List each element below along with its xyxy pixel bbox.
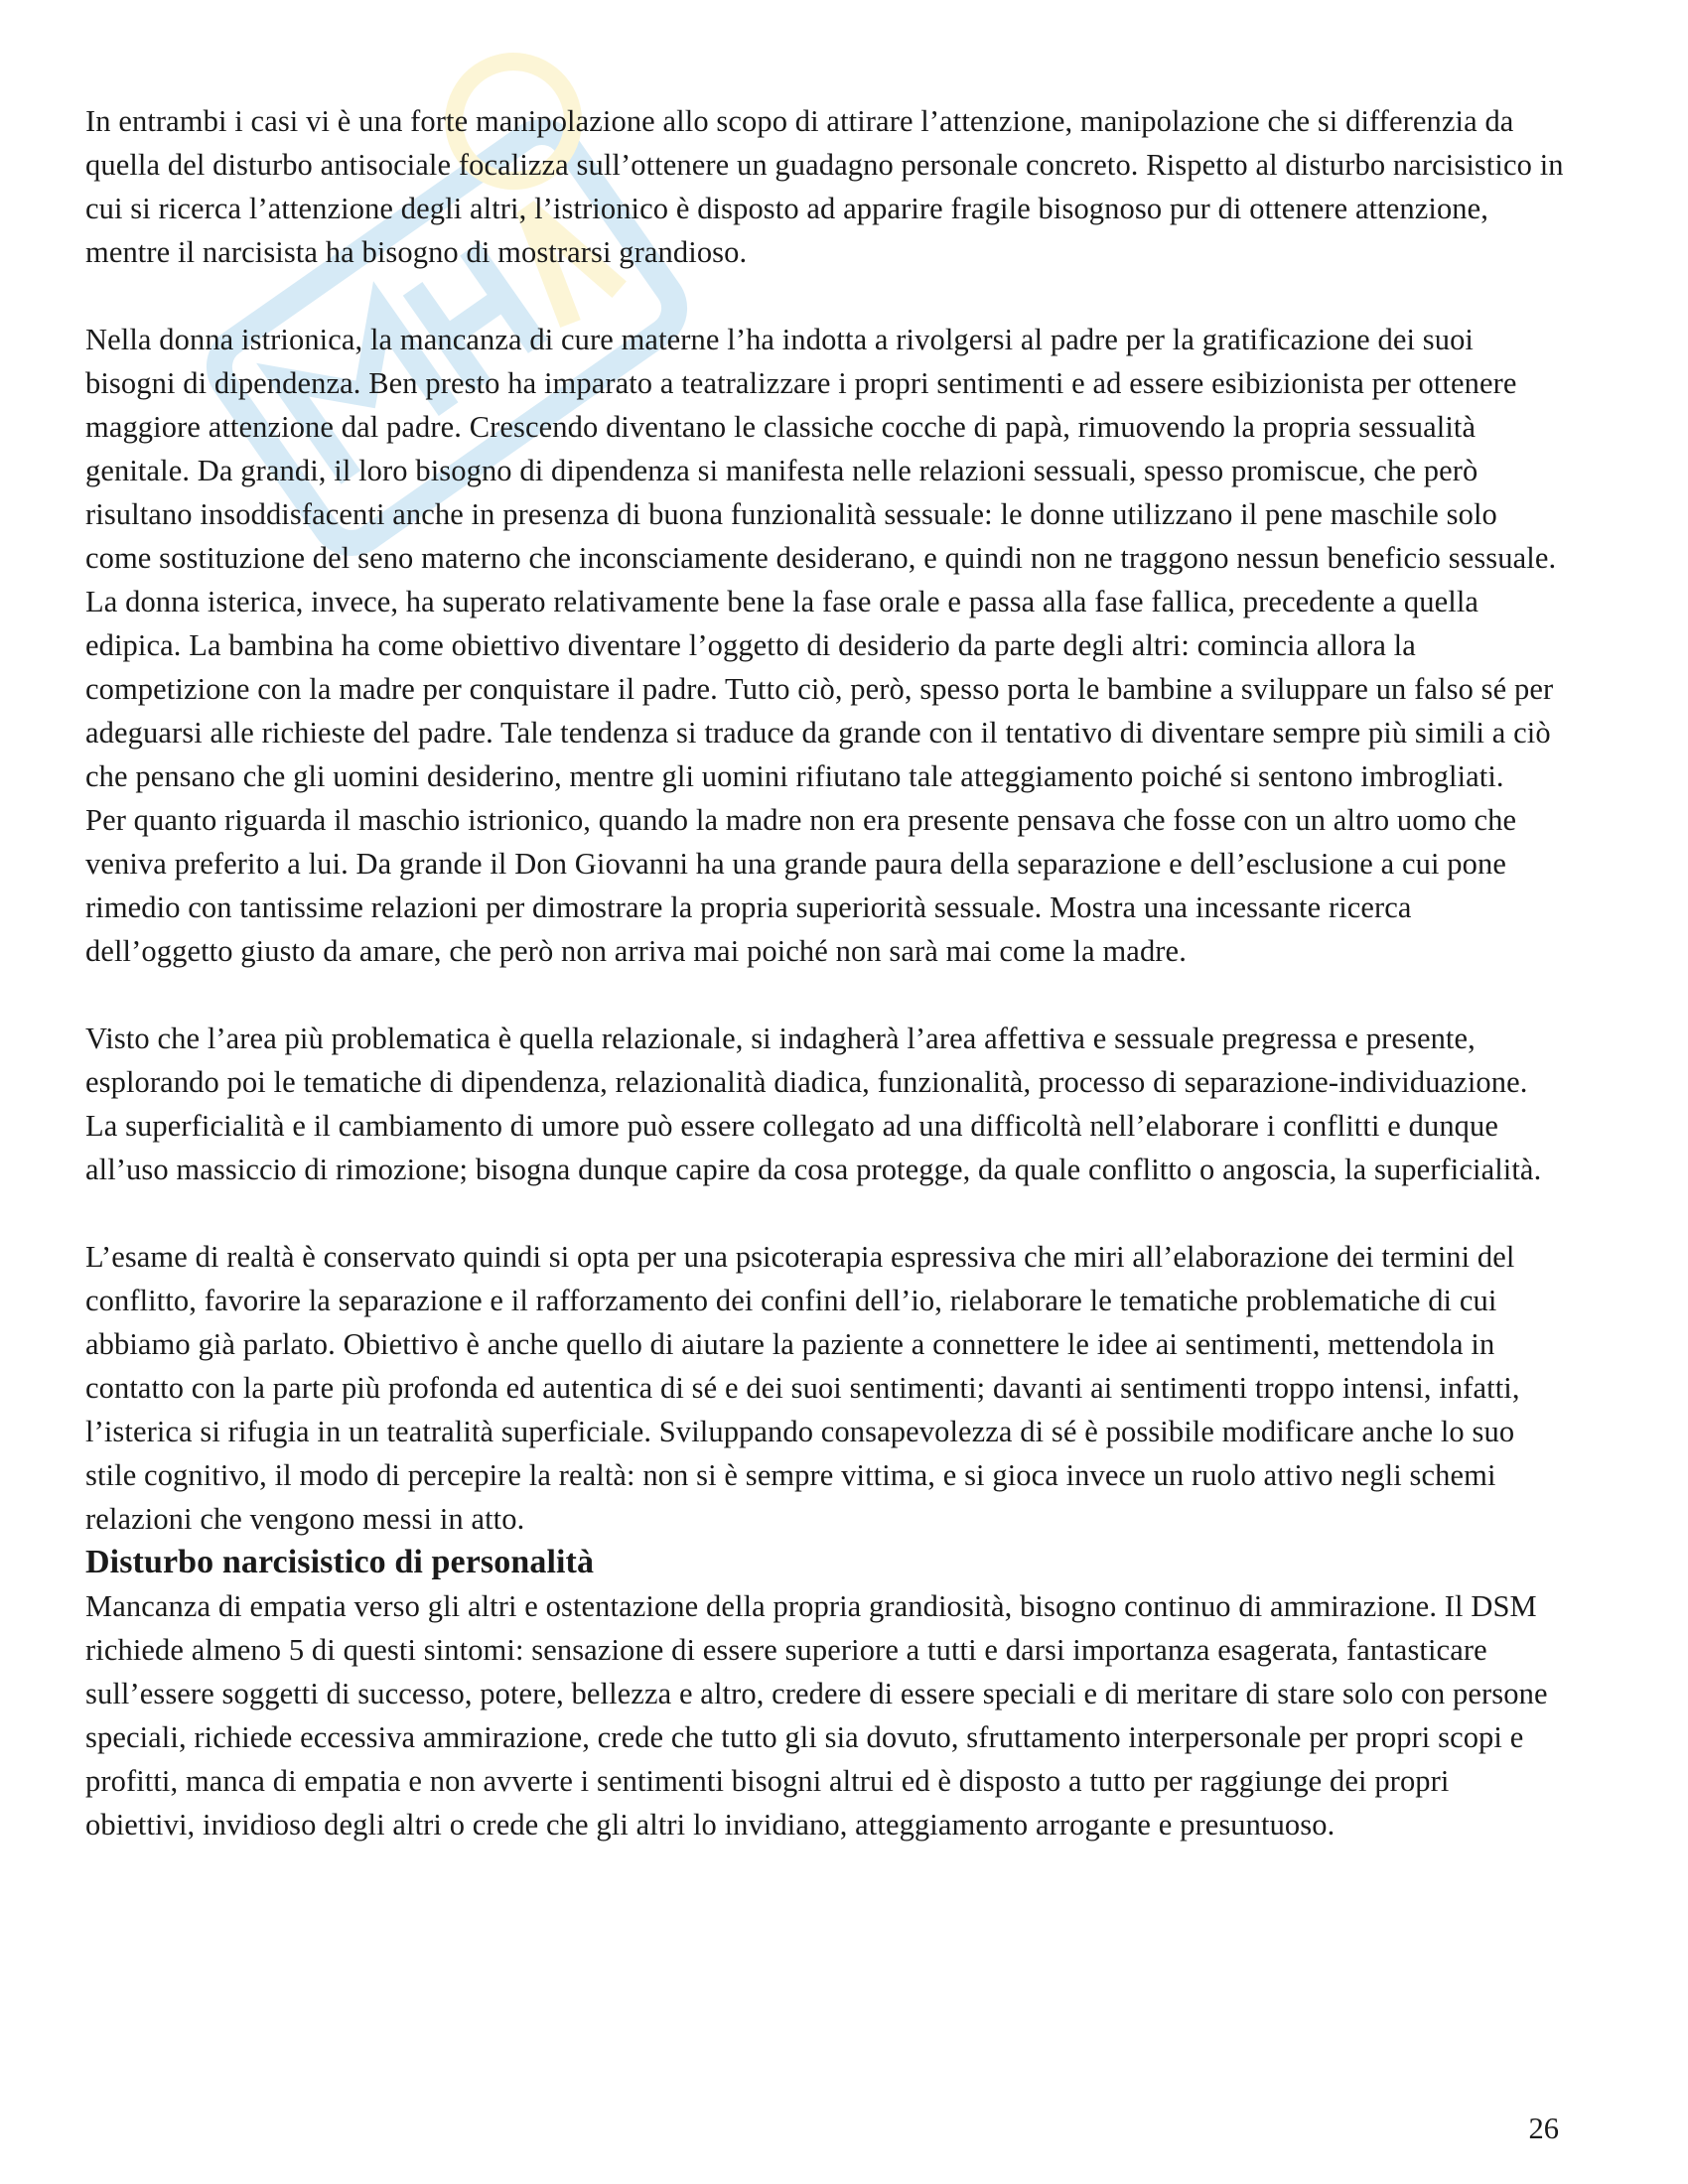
- paragraph-esame-realta: L’esame di realtà è conservato quindi si opta per una psicoterapia espressiva che miri all’elaborazione dei termini del conflitto, favorire la separazione e il rafforzamento dei confini dell’io, rielaborare le tematiche problematiche di cui abbiamo già parlato. Obiettivo è anche quello di aiutare la paziente a connettere le idee ai sentimenti, mettendola in contatto con la parte più profonda ed autentica di sé e dei suoi sentimenti; davanti ai sentimenti troppo intensi, infatti, l’isterica si rifugia in un teatralità superficiale. Sviluppando consapevolezza di sé è possibile modificare anche lo suo stile cognitivo, il modo di percepire la realtà: non si è sempre vittima, e si gioca invece un ruolo attivo negli schemi relazioni che vengono messi in atto.: [85, 1240, 1520, 1536]
- paragraph-donna-isterica: La donna isterica, invece, ha superato relativamente bene la fase orale e passa alla fase fallica, precedente a quella edipica. La bambina ha come obiettivo diventare l’oggetto di desiderio da parte degli altri: comincia allora la competizione con la madre per conquistare il padre. Tutto ciò, però, spesso porta le bambine a sviluppare un falso sé per adeguarsi alle richieste del padre. Tale tendenza si traduce da grande con il tentativo di diventare sempre più simili a ciò che pensano che gli uomini desiderino, mentre gli uomini rifiutano tale atteggiamento poiché si sentono imbrogliati.: [85, 585, 1554, 793]
- document-body: [85, 99, 1565, 1846]
- paragraph-area-relazionale: Visto che l’area più problematica è quella relazionale, si indagherà l’area affettiva e sessuale pregressa e presente, esplorando poi le tematiche di dipendenza, relazionalità diadica, funzionalità, processo di separazione-individuazione. La superficialità e il cambiamento di umore può essere collegato ad una difficoltà nell’elaborare i conflitti e dunque all’uso massiccio di rimozione; bisogna dunque capire da cosa protegge, da quale conflitto o angoscia, la superficialità.: [85, 1022, 1542, 1186]
- paragraph-narcisismo: Mancanza di empatia verso gli altri e ostentazione della propria grandiosità, bisogno continuo di ammirazione. Il DSM richiede almeno 5 di questi sintomi: sensazione di essere superiore a tutti e darsi importanza esagerata, fantasticare sull’essere soggetti di successo, potere, bellezza e altro, credere di essere speciali e di meritare di stare solo con persone speciali, richiede eccessiva ammirazione, crede che tutto gli sia dovuto, sfruttamento interpersonale per propri scopi e profitti, manca di empatia e non avverte i sentimenti bisogni altrui ed è disposto a tutto per raggiunge dei propri obiettivi, invidioso degli altri o crede che gli altri lo invidiano, atteggiamento arrogante e presuntuoso.: [85, 1589, 1548, 1842]
- section-heading: Disturbo narcisistico di personalità: [85, 1544, 595, 1580]
- paragraph-gap: [85, 274, 1565, 318]
- paragraph-donna-istrionica: Nella donna istrionica, la mancanza di cure materne l’ha indotta a rivolgersi al padre per la gratificazione dei suoi bisogni di dipendenza. Ben presto ha imparato a teatralizzare i propri sentimenti e ad essere esibizionista per ottenere maggiore attenzione dal padre. Crescendo diventano le classiche cocche di papà, rimuovendo la propria sessualità genitale. Da grandi, il loro bisogno di dipendenza si manifesta nelle relazioni sessuali, spesso promiscue, che però risultano insoddisfacenti anche in presenza di buona funzionalità sessuale: le donne utilizzano il pene maschile solo come sostituzione del seno materno che inconsciamente desiderano, e quindi non ne traggono nessun beneficio sessuale.: [85, 323, 1557, 575]
- paragraph-manipolazione: In entrambi i casi vi è una forte manipolazione allo scopo di attirare l’attenzione, manipolazione che si differenzia da quella del disturbo antisociale focalizza sull’ottenere un guadagno personale concreto. Rispetto al disturbo narcisistico in cui si ricerca l’attenzione degli altri, l’istrionico è disposto ad apparire fragile bisognoso pur di ottenere attenzione, mentre il narcisista ha bisogno di mostrarsi grandioso.: [85, 104, 1564, 269]
- page-number: 26: [1528, 2112, 1559, 2145]
- paragraph-gap: [85, 973, 1565, 1017]
- paragraph-maschio-istrionico: Per quanto riguarda il maschio istrionico, quando la madre non era presente pensava che fosse con un altro uomo che veniva preferito a lui. Da grande il Don Giovanni ha una grande paura della separazione e dell’esclusione a cui pone rimedio con tantissime relazioni per dimostrare la propria superiorità sessuale. Mostra una incessante ricerca dell’oggetto giusto da amare, che però non arriva mai poiché non sarà mai come la madre.: [85, 803, 1517, 968]
- paragraph-gap: [85, 1191, 1565, 1235]
